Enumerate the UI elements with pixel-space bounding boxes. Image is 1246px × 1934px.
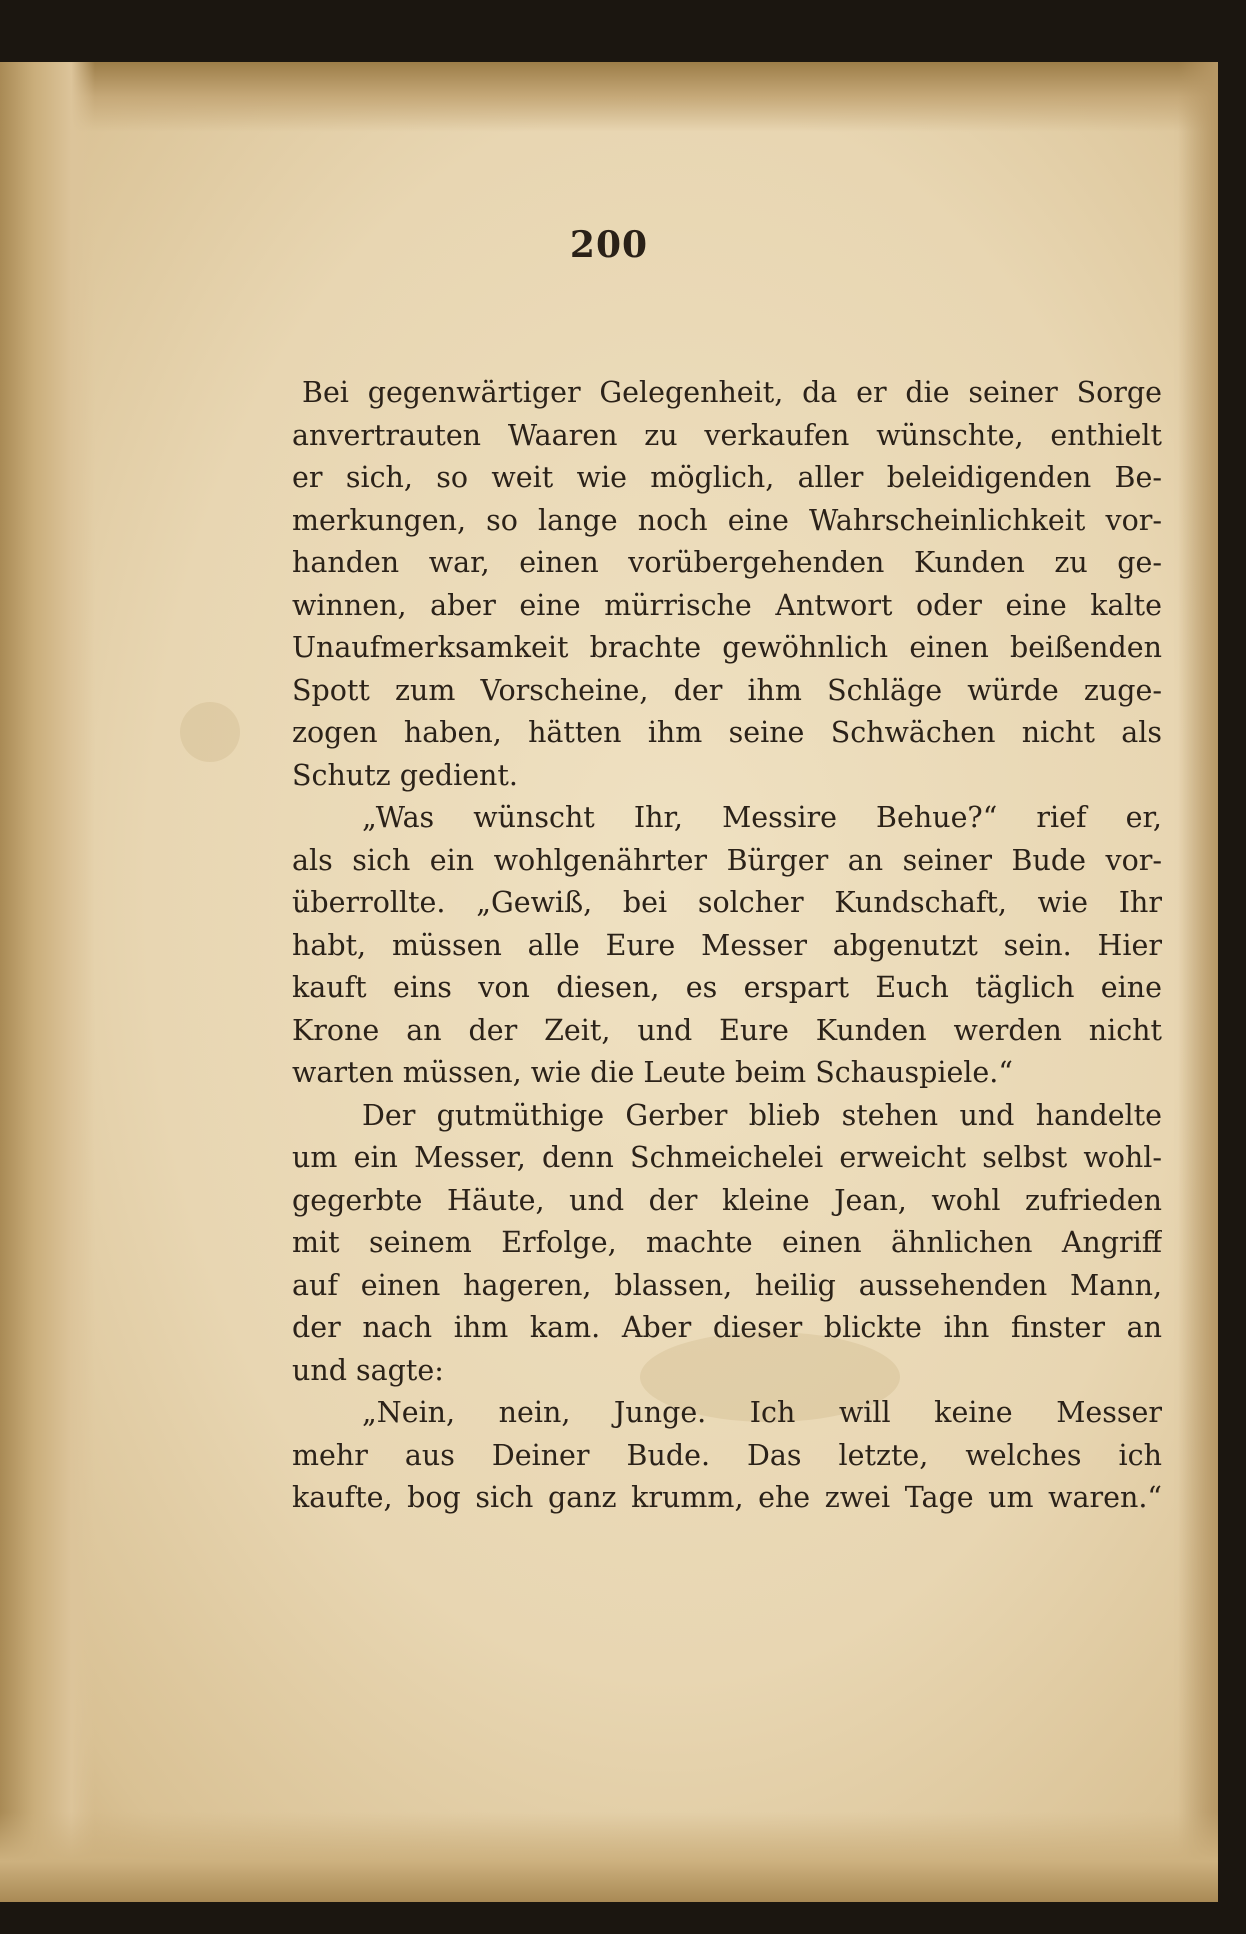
- text-line: zogen haben, hätten ihm seine Schwächen nicht als: [292, 716, 1162, 749]
- book-page: [0, 62, 1218, 1902]
- text-line: gegerbte Häute, und der kleine Jean, wohl zufrieden: [292, 1183, 1162, 1217]
- text-line: mit seinem Erfolge, machte einen ähnlichen Angriff: [292, 1226, 1162, 1259]
- text-line: und sagte:: [292, 1353, 444, 1387]
- text-line: Schutz gedient.: [292, 758, 518, 792]
- text-line: winnen, aber eine mürrische Antwort oder eine kalte: [292, 588, 1162, 622]
- text-line: habt, müssen alle Eure Messer abgenutzt sein. Hier: [292, 928, 1162, 962]
- text-line: der nach ihm kam. Aber dieser blickte ihn finster an: [292, 1311, 1162, 1344]
- body-text: [292, 372, 1162, 1520]
- text-line: um ein Messer, denn Schmeichelei erweicht selbst wohl-: [292, 1141, 1162, 1174]
- text-line: handen war, einen vorübergehenden Kunden zu ge-: [292, 546, 1162, 579]
- page-edge-right: [1178, 62, 1218, 1902]
- page-number: 200: [569, 224, 649, 266]
- text-line: kaufte, bog sich ganz krumm, ehe zwei Tage um waren.“: [292, 1481, 1162, 1514]
- text-line: warten müssen, wie die Leute beim Schauspiele.“: [292, 1056, 1013, 1089]
- text-line: Bei gegenwärtiger Gelegenheit, da er die seiner Sorge: [302, 376, 1162, 409]
- page-edge-left: [0, 62, 95, 1902]
- text-line: er sich, so weit wie möglich, aller beleidigenden Be-: [292, 461, 1162, 494]
- text-line: überrollte. „Gewiß, bei solcher Kundschaft, wie Ihr: [292, 886, 1162, 919]
- text-line: „Nein, nein, Junge. Ich will keine Messer: [362, 1396, 1162, 1429]
- text-line: kauft eins von diesen, es erspart Euch täglich eine: [292, 971, 1162, 1004]
- page-edge-bottom: [0, 1812, 1218, 1902]
- text-line: „Was wünscht Ihr, Messire Behue?“ rief er,: [362, 801, 1162, 834]
- text-line: Krone an der Zeit, und Eure Kunden werden nicht: [292, 1013, 1162, 1047]
- text-line: Unaufmerksamkeit brachte gewöhnlich einen beißenden: [292, 631, 1162, 664]
- text-line: merkungen, so lange noch eine Wahrscheinlichkeit vor-: [292, 503, 1162, 537]
- page-edge-top: [0, 62, 1218, 132]
- text-line: Der gutmüthige Gerber blieb stehen und handelte: [362, 1098, 1162, 1132]
- text-line: anvertrauten Waaren zu verkaufen wünschte, enthielt: [292, 418, 1162, 452]
- text-line: auf einen hageren, blassen, heilig aussehenden Mann,: [292, 1268, 1162, 1302]
- paper-stain: [180, 702, 240, 762]
- text-line: Spott zum Vorscheine, der ihm Schläge würde zuge-: [292, 673, 1162, 707]
- text-line: als sich ein wohlgenährter Bürger an seiner Bude vor-: [292, 843, 1162, 877]
- text-line: mehr aus Deiner Bude. Das letzte, welches ich: [292, 1438, 1162, 1472]
